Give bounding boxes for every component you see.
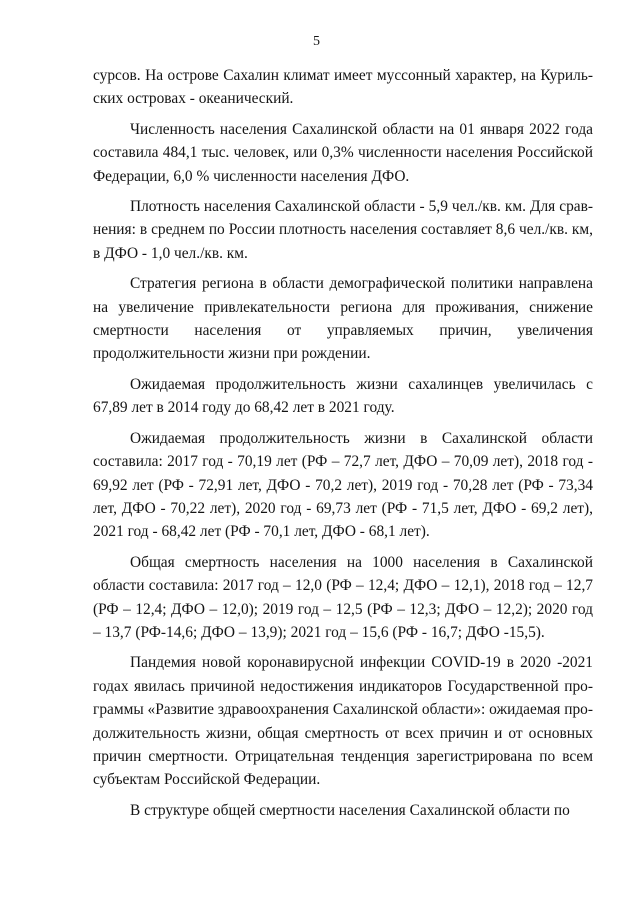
paragraph-life-expectancy-by-year: Ожидаемая продолжительность жизни в Сахалинской области составила: 2017 год - 70,19 лет (РФ – 72,7 лет, ДФО – 70,09 лет), 2018 год - 69,92 лет (РФ - 72,91 лет, ДФО - 70,2 лет), 2019 год - 70,28 лет (РФ - 73,34 лет, ДФО - 70,22 лет), 2020 год - 69,73 лет (РФ - 71,5 лет, ДФО - 69,2 лет), 2021 год - 68,42 лет (РФ - 70,1 лет, ДФО - 68,1 лет). bbox=[93, 429, 593, 541]
paragraph-population: Численность населения Сахалинской области на 01 января 2022 года составила 484,1 тыс. человек, или 0,3% численности населения Российской Федерации, 6,0 % численности населения ДФО. bbox=[93, 120, 593, 185]
page-number: 5 bbox=[313, 34, 320, 49]
paragraph-mortality-by-year: Общая смертность населения на 1000 населения в Сахалинской области составила: 2017 год – 12,0 (РФ – 12,4; ДФО – 12,1), 2018 год – 12,7 (РФ – 12,4; ДФО – 12,0); 2019 год – 12,5 (РФ – 12,3; ДФО – 12,2); 2020 год – 13,7 (РФ-14,6; ДФО – 13,9); 2021 год – 15,6 (РФ - 16,7; ДФО -15,5). bbox=[93, 553, 593, 641]
paragraph-climate-continuation: сурсов. На острове Сахалин климат имеет муссонный характер, на Курильских островах - океанический. bbox=[93, 67, 593, 108]
paragraph-population-density: Плотность населения Сахалинской области - 5,9 чел./кв. км. Для сравнения: в среднем по России плотность населения составляет 8,6 чел./кв. км, в ДФО - 1,0 чел./кв. км. bbox=[93, 198, 593, 262]
paragraph-mortality-structure: В структуре общей смертности населения Сахалинской области по bbox=[130, 801, 570, 819]
body-text bbox=[93, 64, 593, 829]
paragraph-covid-impact: Пандемия новой коронавирусной инфекции COVID-19 в 2020 -2021 годах явилась причиной недостижения индикаторов Государственной программы «Развитие здравоохранения Сахалинской области»: ожидаемая продолжительность жизни, общая смертность от всех причин и от основных причин смертности. Отрицательная тенденция зарегистрирована по всем субъектам Российской Федерации. bbox=[93, 654, 593, 789]
paragraph-life-expectancy-growth: Ожидаемая продолжительность жизни сахалинцев увеличилась с 67,89 лет в 2014 году до 68,42 лет в 2021 году. bbox=[93, 375, 593, 417]
paragraph-demographic-strategy: Стратегия региона в области демографической политики направлена на увеличение привлекательности региона для проживания, снижение смертности населения от управляемых причин, увеличения продолжительности жизни при рождении. bbox=[93, 275, 593, 363]
